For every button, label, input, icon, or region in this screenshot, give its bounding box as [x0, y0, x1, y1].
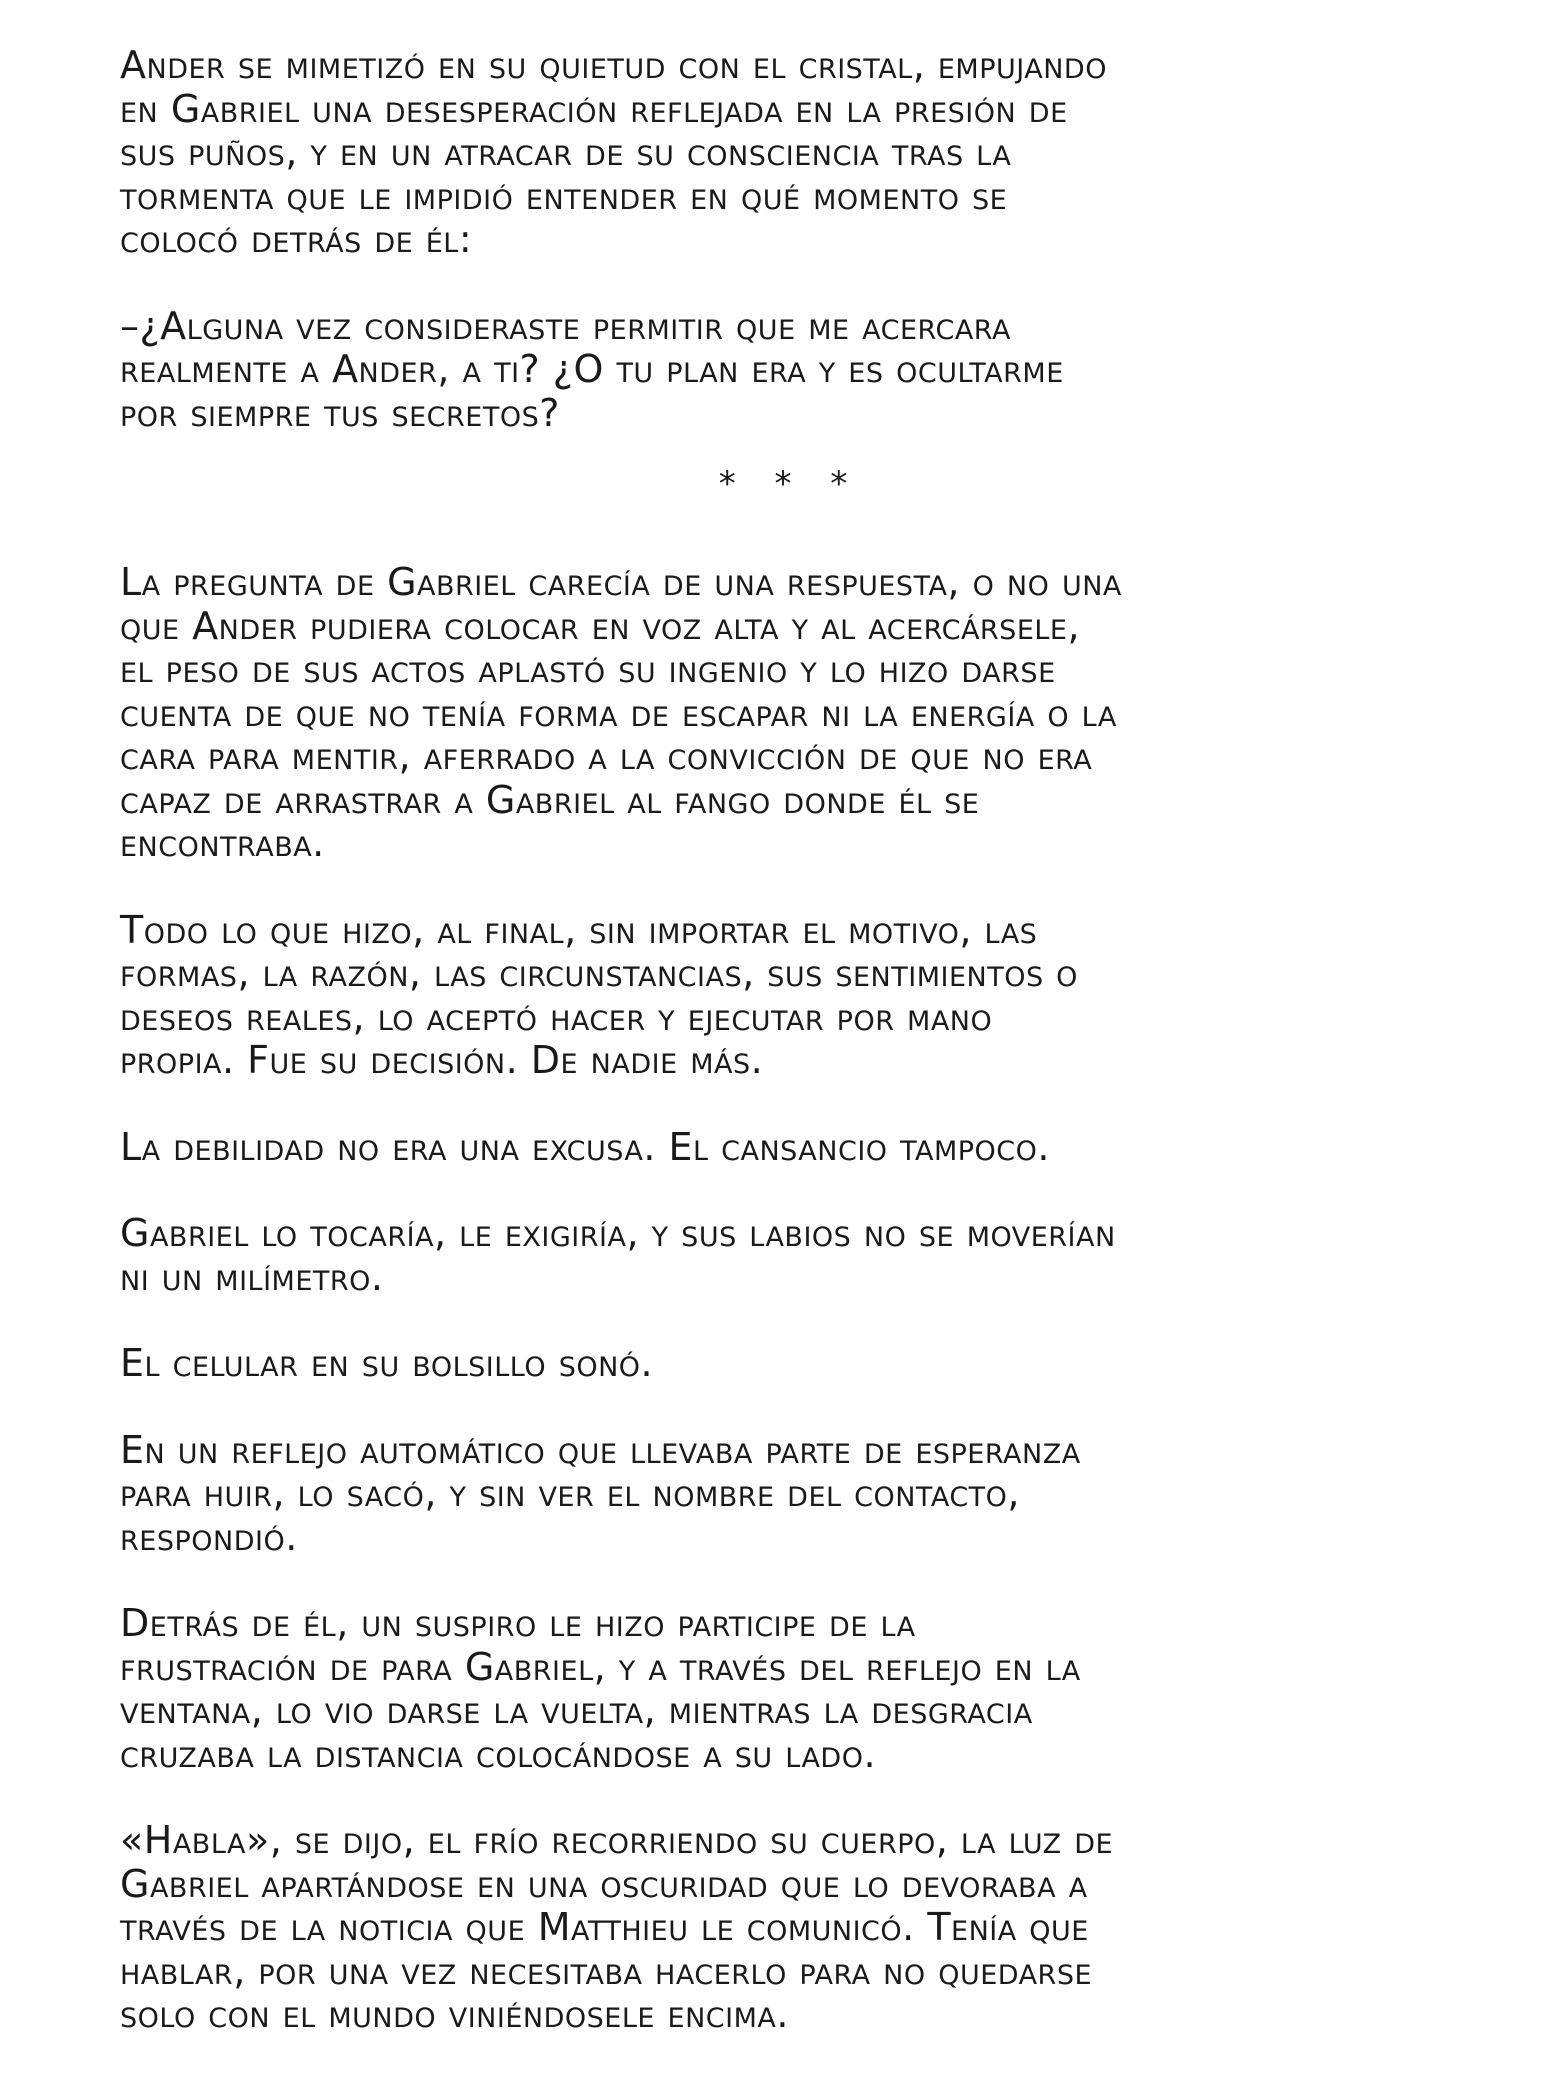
text-line: frustración de para Gabriel, y a través del reflejo en la [120, 1644, 1081, 1689]
text-line: deseos reales, lo aceptó hacer y ejecutar por mano [120, 994, 993, 1039]
paragraph [120, 1819, 1460, 2037]
text-line: por siempre tus secretos? [120, 390, 560, 435]
text-line: el peso de sus actos aplastó su ingenio y lo hizo darse [120, 647, 1056, 691]
text-line: Gabriel lo tocaría, le exigiría, y sus labios no se moverían [120, 1211, 1116, 1255]
text-line: La debilidad no era una excusa. El cansancio tampoco. [120, 1124, 1050, 1169]
text-line: para huir, lo sacó, y sin ver el nombre del contacto, [120, 1471, 1021, 1515]
text-line: Gabriel apartándose en una oscuridad que lo devoraba a [120, 1861, 1088, 1906]
text-line: formas, la razón, las circunstancias, sus sentimientos o [120, 951, 1078, 995]
text-line: que Ander pudiera colocar en voz alta y al acercársele, [120, 603, 1081, 648]
text-line: ni un milímetro. [120, 1254, 384, 1299]
scene-separator: * * * [718, 464, 862, 504]
text-line: colocó detrás de él: [120, 217, 473, 261]
document-page [120, 44, 1460, 2080]
text-line: cuenta de que no tenía forma de escapar ni la energía o la [120, 690, 1117, 735]
text-line: cruzaba la distancia colocándose a su lado. [120, 1731, 877, 1776]
text-line: La pregunta de Gabriel carecía de una respuesta, o no una [120, 560, 1122, 604]
text-line: sus puños, y en un atracar de su consciencia tras la [120, 130, 1012, 174]
paragraph [120, 305, 1460, 436]
paragraph [120, 561, 1460, 866]
paragraph [120, 1342, 1460, 1386]
text-line: cara para mentir, aferrado a la convicción de que no era [120, 734, 1093, 778]
text-line: Ander se mimetizó en su quietud con el cristal, empujando [120, 43, 1107, 87]
text-line: solo con el mundo viniéndosele encima. [120, 1992, 789, 2036]
text-line: El celular en su bolsillo sonó. [120, 1341, 654, 1385]
paragraph [120, 1429, 1460, 1560]
text-line: Detrás de él, un suspiro le hizo participe de la [120, 1601, 916, 1645]
text-line: través de la noticia que Matthieu le comunicó. Tenía que [120, 1905, 1089, 1949]
text-line: propia. Fue su decisión. De nadie más. [120, 1038, 764, 1082]
text-line: respondió. [120, 1514, 298, 1559]
text-line: –¿Alguna vez consideraste permitir que me acercara [120, 303, 1011, 348]
paragraph [120, 909, 1460, 1083]
text-line: tormenta que le impidió entender en qué momento se [120, 173, 1008, 218]
text-line: realmente a Ander, a ti? ¿O tu plan era y es ocultarme [120, 347, 1064, 391]
text-line: ventana, lo vio darse la vuelta, mientras la desgracia [120, 1688, 1033, 1732]
text-line: en Gabriel una desesperación reflejada en la presión de [120, 86, 1068, 131]
text-line: capaz de arrastrar a Gabriel al fango donde él se [120, 777, 980, 822]
text-line: Todo lo que hizo, al final, sin importar el motivo, las [120, 907, 1038, 952]
text-line: hablar, por una vez necesitaba hacerlo para no quedarse [120, 1948, 1093, 1993]
paragraph [120, 44, 1460, 262]
paragraph [120, 1212, 1460, 1299]
text-line: «Habla», se dijo, el frío recorriendo su cuerpo, la luz de [120, 1818, 1114, 1862]
paragraph [120, 1602, 1460, 1776]
paragraph [120, 1126, 1460, 1170]
text-line: encontraba. [120, 821, 325, 865]
text-line: En un reflejo automático que llevaba parte de esperanza [120, 1427, 1081, 1472]
